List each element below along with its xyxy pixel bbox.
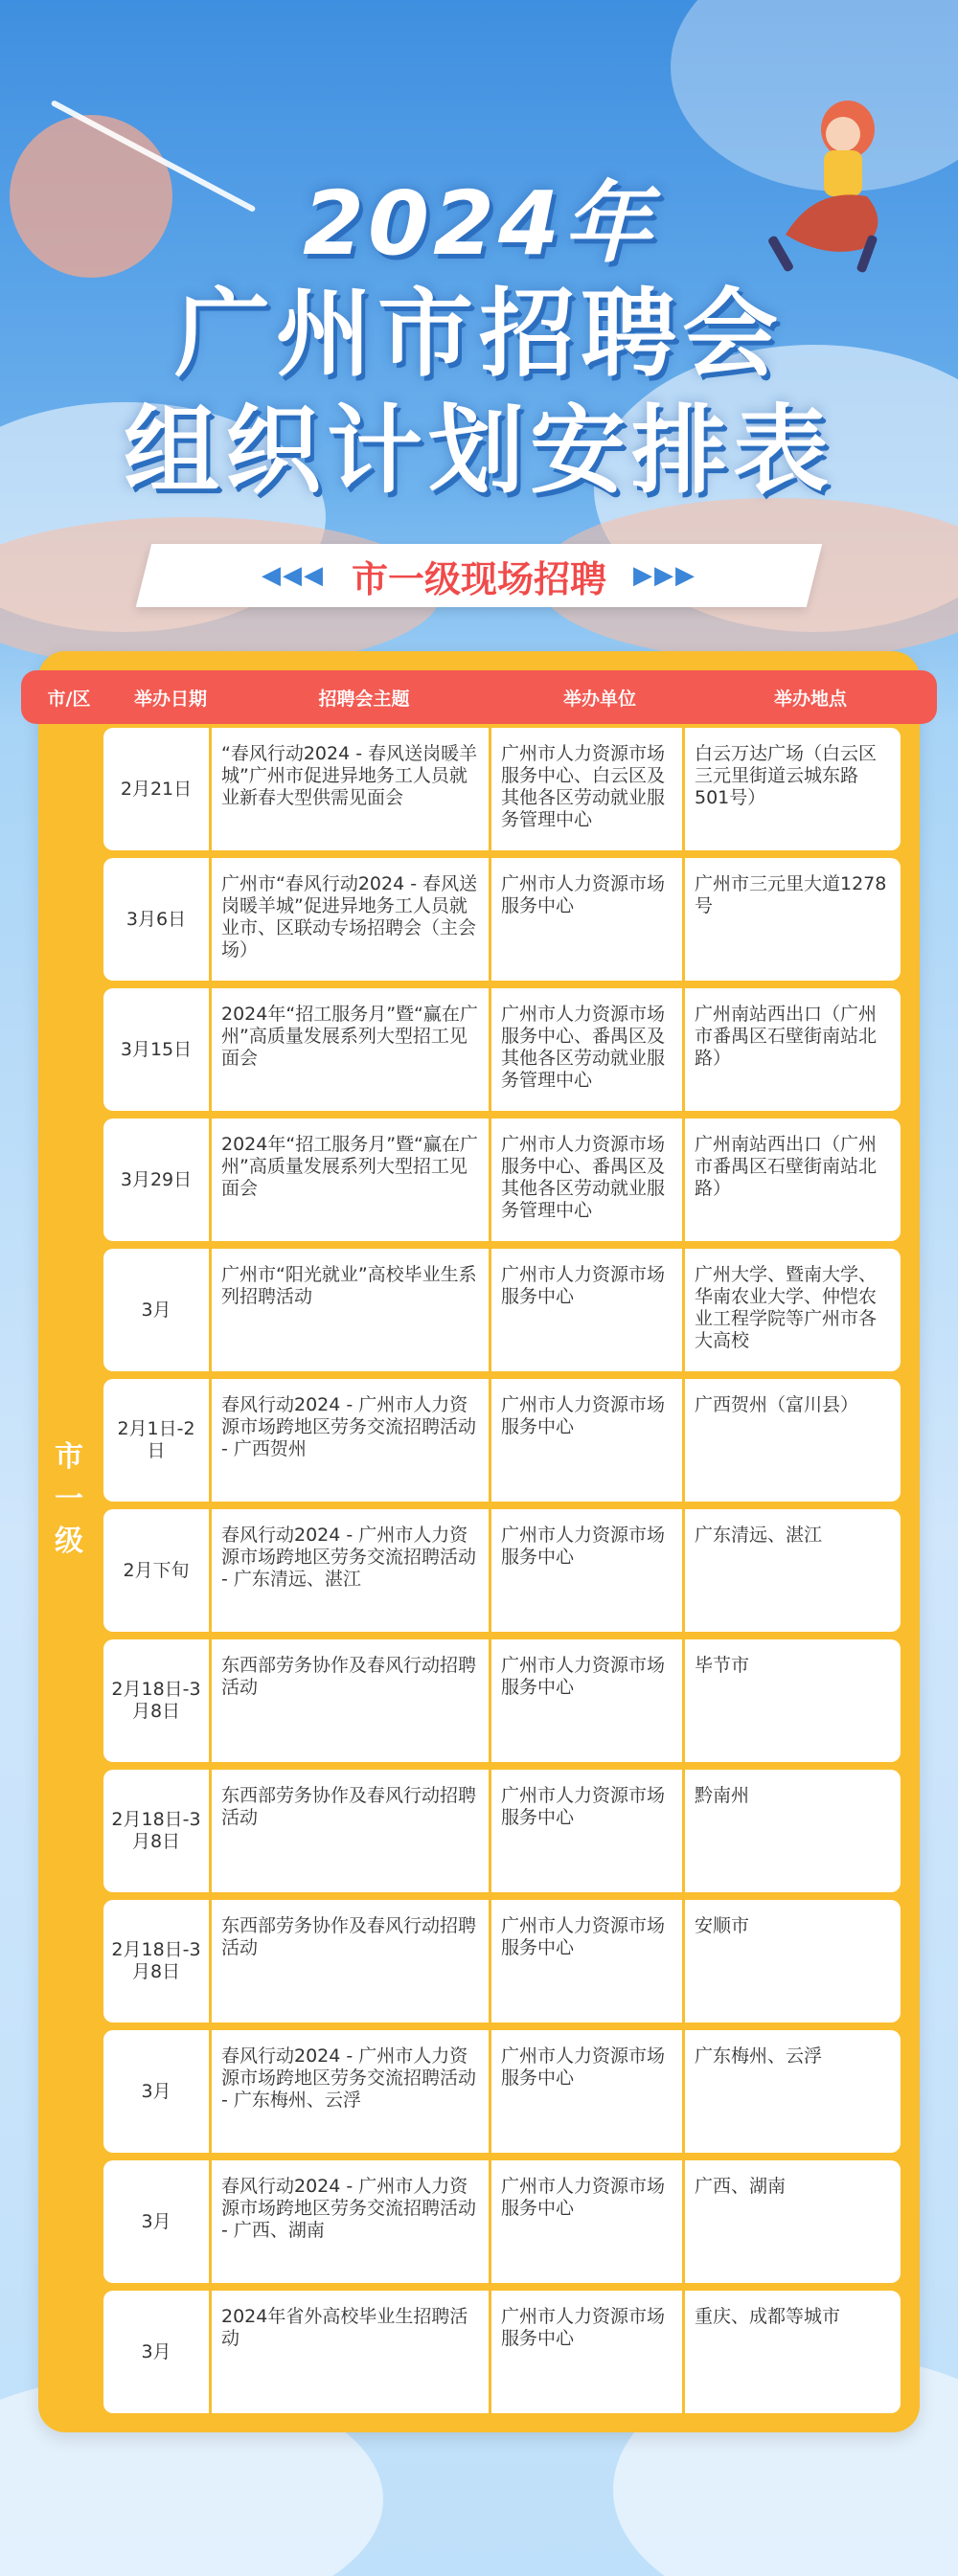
theme-cell: 春风行动2024 - 广州市人力资源市场跨地区劳务交流招聘活动 - 广西、湖南 xyxy=(209,2160,489,2283)
organizer-cell: 广州市人力资源市场服务中心 xyxy=(489,1770,682,1892)
table-row xyxy=(103,1900,901,2022)
theme-cell: 春风行动2024 - 广州市人力资源市场跨地区劳务交流招聘活动 - 广东清远、湛江 xyxy=(209,1509,489,1632)
location-cell: 广州大学、暨南大学、华南农业大学、仲恺农业工程学院等广州市各大高校 xyxy=(682,1249,901,1371)
theme-cell: 春风行动2024 - 广州市人力资源市场跨地区劳务交流招聘活动 - 广东梅州、云浮 xyxy=(209,2030,489,2153)
date-cell: 2月21日 xyxy=(120,778,193,800)
location-cell: 毕节市 xyxy=(682,1639,901,1762)
date-cell: 2月下旬 xyxy=(123,1559,190,1581)
theme-cell: 广州市“春风行动2024 - 春风送岗暖羊城”促进异地务工人员就业市、区联动专场招聘会（主会场） xyxy=(209,858,489,981)
theme-cell: 东西部劳务协作及春风行动招聘活动 xyxy=(209,1639,489,1762)
organizer-cell: 广州市人力资源市场服务中心 xyxy=(489,858,682,981)
organizer-cell: 广州市人力资源市场服务中心 xyxy=(489,1900,682,2022)
organizer-cell: 广州市人力资源市场服务中心 xyxy=(489,1249,682,1371)
date-cell: 3月6日 xyxy=(125,908,187,930)
table-row xyxy=(103,2291,901,2413)
location-cell: 广州南站西出口（广州市番禺区石壁街南站北路） xyxy=(682,1119,901,1241)
table-row xyxy=(103,1770,901,1892)
header-location: 举办地点 xyxy=(773,688,847,710)
section-banner xyxy=(144,544,814,607)
location-cell: 广东清远、湛江 xyxy=(682,1509,901,1632)
theme-cell: 2024年“招工服务月”暨“赢在广州”高质量发展系列大型招工见面会 xyxy=(209,988,489,1111)
theme-cell: 2024年省外高校毕业生招聘活动 xyxy=(209,2291,489,2413)
table-row xyxy=(103,1119,901,1241)
level-label-text: 市一级 xyxy=(55,1440,83,1558)
organizer-cell: 广州市人力资源市场服务中心 xyxy=(489,1509,682,1632)
section-banner-label: 市一级现场招聘 xyxy=(351,557,606,600)
date-cell: 3月 xyxy=(141,2080,171,2102)
organizer-cell: 广州市人力资源市场服务中心、番禺区及其他各区劳动就业服务管理中心 xyxy=(489,1119,682,1241)
location-cell: 白云万达广场（白云区三元里街道云城东路501号） xyxy=(682,728,901,850)
organizer-cell: 广州市人力资源市场服务中心 xyxy=(489,1639,682,1762)
location-cell: 广东梅州、云浮 xyxy=(682,2030,901,2153)
table-row xyxy=(103,1639,901,1762)
title-line-2: 组织计划安排表 xyxy=(124,395,834,507)
date-cell: 2月18日-3月8日 xyxy=(111,1809,201,1852)
location-cell: 安顺市 xyxy=(682,1900,901,2022)
organizer-cell: 广州市人力资源市场服务中心 xyxy=(489,2291,682,2413)
theme-cell: 春风行动2024 - 广州市人力资源市场跨地区劳务交流招聘活动 - 广西贺州 xyxy=(209,1379,489,1502)
location-cell: 广州市三元里大道1278号 xyxy=(682,858,901,981)
header-organizer: 举办单位 xyxy=(562,688,636,710)
table-row xyxy=(103,1509,901,1632)
location-cell: 黔南州 xyxy=(682,1770,901,1892)
table-row xyxy=(103,2160,901,2283)
theme-cell: 东西部劳务协作及春风行动招聘活动 xyxy=(209,1770,489,1892)
organizer-cell: 广州市人力资源市场服务中心、白云区及其他各区劳动就业服务管理中心 xyxy=(489,728,682,850)
organizer-cell: 广州市人力资源市场服务中心 xyxy=(489,2030,682,2153)
theme-cell: “春风行动2024 - 春风送岗暖羊城”广州市促进异地务工人员就业新春大型供需见面会 xyxy=(209,728,489,850)
theme-cell: 广州市“阳光就业”高校毕业生系列招聘活动 xyxy=(209,1249,489,1371)
organizer-cell: 广州市人力资源市场服务中心 xyxy=(489,2160,682,2283)
table-row xyxy=(103,858,901,981)
location-cell: 广州南站西出口（广州市番禺区石壁街南站北路） xyxy=(682,988,901,1111)
header-district: 市/区 xyxy=(47,688,91,710)
table-row xyxy=(103,2030,901,2153)
table-row xyxy=(103,1249,901,1371)
table-header xyxy=(21,670,937,724)
location-cell: 重庆、成都等城市 xyxy=(682,2291,901,2413)
date-cell: 2月18日-3月8日 xyxy=(111,1939,201,1982)
location-cell: 广西、湖南 xyxy=(682,2160,901,2283)
title-line-1: 广州市招聘会 xyxy=(174,278,784,390)
date-cell: 2月18日-3月8日 xyxy=(111,1679,201,1722)
location-cell: 广西贺州（富川县） xyxy=(682,1379,901,1502)
date-cell: 3月 xyxy=(141,2210,171,2232)
date-cell: 2月1日-2日 xyxy=(117,1418,195,1461)
date-cell: 3月15日 xyxy=(120,1038,193,1060)
organizer-cell: 广州市人力资源市场服务中心 xyxy=(489,1379,682,1502)
header-theme: 招聘会主题 xyxy=(318,688,410,710)
date-cell: 3月 xyxy=(141,1299,171,1321)
date-cell: 3月 xyxy=(141,2340,171,2362)
title-year: 2024年 xyxy=(302,172,656,275)
theme-cell: 东西部劳务协作及春风行动招聘活动 xyxy=(209,1900,489,2022)
theme-cell: 2024年“招工服务月”暨“赢在广州”高质量发展系列大型招工见面会 xyxy=(209,1119,489,1241)
organizer-cell: 广州市人力资源市场服务中心、番禺区及其他各区劳动就业服务管理中心 xyxy=(489,988,682,1111)
right-arrows-icon: ▶▶▶ xyxy=(633,561,696,590)
date-cell: 3月29日 xyxy=(120,1168,193,1190)
level-label xyxy=(50,1436,88,1563)
left-arrows-icon: ◀◀◀ xyxy=(261,561,325,590)
header-date: 举办日期 xyxy=(133,688,207,710)
hero-header xyxy=(0,0,958,651)
table-row xyxy=(103,1379,901,1502)
table-row xyxy=(103,988,901,1111)
table-row xyxy=(103,728,901,850)
